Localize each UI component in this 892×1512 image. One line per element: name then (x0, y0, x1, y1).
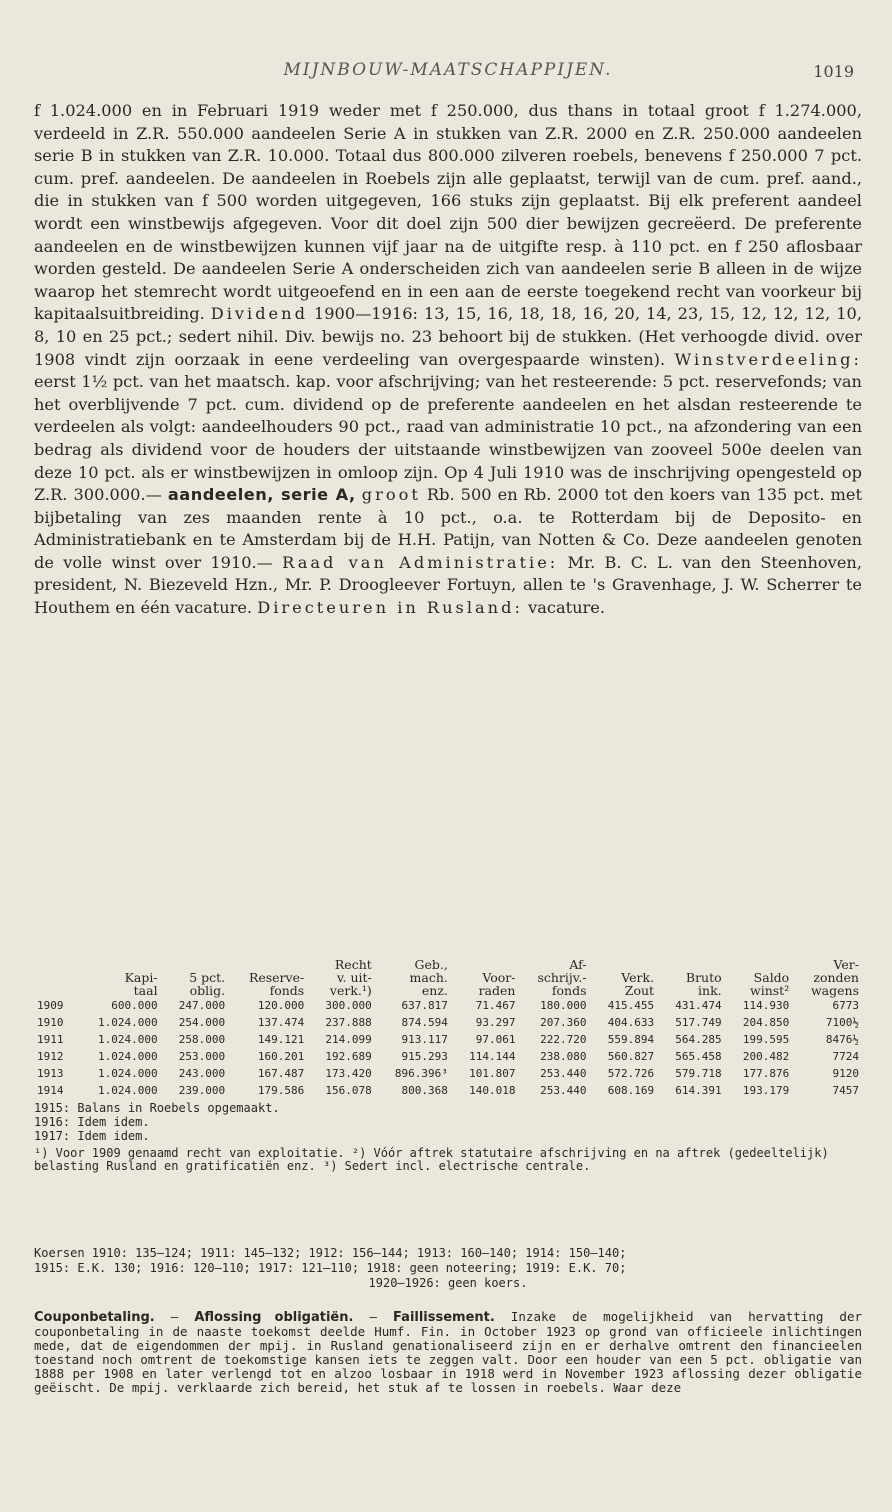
table-cell: 1914 (37, 1084, 64, 1097)
table-cell: 207.360 (540, 1016, 587, 1029)
table-cell: 160.201 (257, 1050, 305, 1063)
aflossing-heading: Aflossing obligatiën. (194, 1310, 354, 1325)
dividend-text: 1900—1916: 13, 15, 16, 18, 18, 16, 20, 14, 23, 15, 12, 12, 12, 10, 8, 10 en 25 pct.; sedert nihil. Div. bewijs no. 23 behoort bij de stukken. (Het verhoogde divid. over 1908 vindt zijn oorzaak in eene verdeeling van overgespaarde winsten). (34, 304, 862, 369)
table-cell: 137.474 (257, 1016, 305, 1029)
table-row (34, 1031, 862, 1048)
table-cell: 1912 (37, 1050, 64, 1063)
table-footnotes: ¹) Voor 1909 genaamd recht van exploitatie. ²) Vóór aftrek statutaire afschrijving en na aftrek (gedeeltelijk) belasting Rusland en gratificatiën enz. ³) Sedert incl. electrische centrale. (34, 1146, 829, 1173)
table-cell: 156.078 (325, 1084, 372, 1097)
table-cell: 179.586 (257, 1084, 305, 1097)
table-cell: 874.594 (401, 1016, 448, 1029)
table-cell: 564.285 (675, 1033, 722, 1046)
table-cell: 192.689 (325, 1050, 372, 1063)
table-cell: 1.024.000 (97, 1016, 158, 1029)
table-cell: 253.440 (540, 1084, 587, 1097)
column-header: Af- schrijv.- fonds (537, 957, 587, 998)
table-row (34, 1082, 862, 1099)
raad-text: Mr. B. C. L. van den Steenhoven, president, N. Biezeveld Hzn., Mr. P. Droogleever Fortuyn, allen te 's Gravenhage, J. W. Scherrer te Houthem en één vacature. (34, 552, 862, 618)
table-cell: 204.850 (742, 1016, 790, 1029)
table-cell: 1.024.000 (97, 1050, 158, 1063)
table-cell: 258.000 (178, 1033, 226, 1046)
table-body (34, 997, 862, 1099)
table-cell: 1909 (37, 999, 64, 1012)
page-number: 1019 (813, 62, 854, 81)
table-row (34, 1014, 862, 1031)
directeuren-text: vacature. (528, 598, 606, 618)
table-cell: 800.368 (401, 1084, 448, 1097)
table-cell: 560.827 (607, 1050, 655, 1063)
koersen-section (34, 1246, 862, 1291)
column-header (34, 958, 76, 997)
raad-heading: Raad van Administratie: (282, 552, 559, 572)
aandeelen-serie-a-heading: aandeelen, serie A, (167, 485, 356, 505)
table-cell: 431.474 (675, 999, 722, 1012)
table-cell: 517.749 (675, 1016, 722, 1029)
table-cell: 254.000 (178, 1016, 226, 1029)
couponbetaling-heading: Couponbetaling. (34, 1310, 155, 1325)
note-1915: 1915: Balans in Roebels opgemaakt. (34, 1101, 280, 1115)
table-cell: 237.888 (325, 1016, 372, 1029)
table-cell: 114.930 (742, 999, 790, 1012)
table-cell: 1913 (37, 1067, 64, 1080)
running-title: MIJNBOUW-MAATSCHAPPIJEN. (283, 60, 613, 80)
table-cell: 415.455 (607, 999, 655, 1012)
note-1916: 1916: Idem idem. (34, 1115, 150, 1129)
table-cell: 253.440 (540, 1067, 587, 1080)
column-header: Voor- raden (478, 970, 516, 998)
capital-text: f 1.024.000 en in Februari 1919 weder met f 250.000, dus thans in totaal groot f 1.274.000, verdeeld in Z.R. 550.000 aandeelen Serie A in stukken van Z.R. 2000 en Z.R. 250.000 aandeelen serie B in stukken van Z.R. 10.000. Totaal dus 800.000 zilveren roebels, benevens f 250.000 7 pct. cum. pref. aandeelen. De aandeelen in Roebels zijn alle geplaatst, terwijl van de cum. pref. aand., die in stukken van f 500 worden uitgegeven, 166 stuks zijn geplaatst. Bij elk preferent aandeel wordt een winstbewijs afgegeven. Voor dit doel zijn 500 dier bewijzen gecreëerd. De preferente aandeelen en de winstbewijzen kunnen vijf jaar na de uitgifte resp. à 110 pct. en f 250 aflosbaar worden gesteld. De aandeelen Serie A onderscheiden zich van aandeelen serie B alleen in de wijze waarop het stemrecht wordt uitgeoefend en in een aan de eerste toegekend recht van voorkeur bij kapitaalsuitbreiding. (34, 101, 862, 324)
table-cell: 199.595 (742, 1033, 790, 1046)
column-header: Geb., mach. enz. (409, 957, 448, 998)
table-cell: 222.720 (540, 1033, 587, 1046)
table-cell: 559.894 (607, 1033, 655, 1046)
table-cell: 6773 (832, 999, 859, 1012)
table-cell: 180.000 (540, 999, 587, 1012)
table-cell: 896.396³ (394, 1067, 448, 1080)
page-header (34, 60, 862, 86)
table-cell: 239.000 (178, 1084, 226, 1097)
financial-table (34, 958, 862, 1099)
couponbetaling-text: Inzake de mogelijkheid van hervatting der couponbetaling in de naaste toekomst deelde Humf. Fin. in October 1923 op grond van officieele inlichtingen mede, dat de eigendommen der mpij. in Rusland genationaliseerd zijn en er derhalve omtrent den financieelen toestand noch omtrent de toekomstige kansen iets te zeggen valt. Door een houder van een 5 pct. obligatie van 1888 per 1908 en later verlengd tot en alzoo losbaar in 1918 werd in November 1923 aflossing dezer obligatie geëischt. De mpij. verklaarde zich bereid, het stuk af te lossen in roebels. Waar deze (34, 1309, 862, 1395)
table-cell: 101.807 (469, 1067, 516, 1080)
table-cell: 167.487 (257, 1067, 305, 1080)
table-cell: 1.024.000 (97, 1033, 158, 1046)
table-cell: 173.420 (325, 1067, 372, 1080)
table-cell: 915.293 (401, 1050, 448, 1063)
table-cell: 193.179 (742, 1084, 790, 1097)
table-cell: 600.000 (111, 999, 158, 1012)
table-cell: 7457 (832, 1084, 859, 1097)
table-cell: 572.726 (607, 1067, 655, 1080)
table-cell: 200.482 (742, 1050, 790, 1063)
table-cell: 1911 (37, 1033, 64, 1046)
table-cell: 243.000 (178, 1067, 226, 1080)
koersen-line-3: 1920—1926: geen koers. (368, 1276, 528, 1290)
table-cell: 140.018 (469, 1084, 516, 1097)
table-cell: 608.169 (607, 1084, 655, 1097)
table-cell: 7100½ (825, 1016, 859, 1029)
table-cell: 253.000 (178, 1050, 226, 1063)
financial-table-section (34, 958, 862, 1173)
table-row (34, 1065, 862, 1082)
table-cell: 913.117 (401, 1033, 448, 1046)
dividend-heading: Dividend (210, 304, 308, 324)
issue-text: Rb. 500 en Rb. 2000 tot den koers van 135 pct. met bijbetaling van zes maanden rente à 10 pct., o.a. te Rotterdam bij de Deposito- en Administratiebank en te Amsterdam bij de H.H. Patijn, van Notten & Co. Deze aandeelen genoten de volle winst over 1910.— (34, 485, 862, 572)
note-1917: 1917: Idem idem. (34, 1129, 150, 1143)
table-cell: 120.000 (257, 999, 305, 1012)
winstverdeeling-heading: Winstverdeeling: (674, 349, 862, 369)
faillissement-heading: Faillissement. (393, 1310, 495, 1325)
column-header: Ver- zonden wagens (810, 957, 859, 998)
column-header: Reserve- fonds (248, 970, 305, 998)
table-row (34, 997, 862, 1014)
table-cell: 565.458 (675, 1050, 722, 1063)
table-cell: 1.024.000 (97, 1067, 158, 1080)
table-cell: 1.024.000 (97, 1084, 158, 1097)
table-row (34, 1048, 862, 1065)
winstverdeeling-text: eerst 1½ pct. van het maatsch. kap. voor afschrijving; van het resteerende: 5 pct. reservefonds; van het overblijvende 7 pct. cum. dividend op de preferente aandeelen en het alsdan resteerende te verdeelen als volgt: aandeelhouders 90 pct., raad van administratie 10 pct., na afzondering van een bedrag als dividend voor de houders der uitstaande winstbewijzen van zooveel 500e deelen van deze 10 pct. als er winstbewijzen in omloop zijn. Op 4 Juli 1910 was de inschrijving opengesteld op Z.R. 300.000.— (34, 372, 862, 505)
table-cell: 8476½ (825, 1033, 859, 1046)
table-cell: 238.080 (540, 1050, 587, 1063)
body-paragraph (34, 100, 862, 620)
column-header: Recht v. uit- verk.¹) (329, 957, 372, 998)
table-cell: 93.297 (475, 1016, 516, 1029)
table-cell: 97.061 (475, 1033, 516, 1046)
table-cell: 9120 (832, 1067, 859, 1080)
main-text (34, 100, 862, 620)
koersen-line-2: 1915: E.K. 130; 1916: 120—110; 1917: 121—110; 1918: geen noteering; 1919: E.K. 70; (34, 1261, 627, 1275)
table-cell: 71.467 (475, 999, 516, 1012)
table-header-row (34, 958, 862, 997)
column-header: Verk. Zout (621, 970, 655, 998)
table-cell: 404.633 (607, 1016, 655, 1029)
directeuren-heading: Directeuren in Rusland: (257, 598, 523, 618)
column-header: 5 pct. oblig. (189, 970, 226, 998)
table-cell: 177.876 (742, 1067, 790, 1080)
table-cell: 149.121 (257, 1033, 305, 1046)
groot-label: groot (361, 485, 421, 505)
couponbetaling-section: Couponbetaling. — Aflossing obligatiën. — Faillissement. Inzake de mogelijkheid van hervatting der couponbetaling in de naaste toekomst deelde Humf. Fin. in October 1923 op grond van officieele inlichtingen mede, dat de eigendommen der mpij. in Rusland genationaliseerd zijn en er derhalve omtrent den financieelen toestand noch omtrent de toekomstige kansen iets te zeggen valt. Door een houder van een 5 pct. obligatie van 1888 per 1908 en later verlengd tot en alzoo losbaar in 1918 werd in November 1923 aflossing dezer obligatie geëischt. De mpij. verklaarde zich bereid, het stuk af te lossen in roebels. Waar deze (34, 1309, 862, 1395)
koersen-line-1: Koersen 1910: 135—124; 1911: 145—132; 1912: 156—144; 1913: 160—140; 1914: 150—140; (34, 1246, 627, 1260)
table-cell: 637.817 (401, 999, 448, 1012)
column-header: Kapi- taal (124, 970, 158, 998)
table-cell: 1910 (37, 1016, 64, 1029)
table-cell: 114.144 (469, 1050, 516, 1063)
table-cell: 579.718 (675, 1067, 722, 1080)
column-header: Bruto ink. (685, 970, 722, 998)
table-cell: 7724 (832, 1050, 859, 1063)
table-cell: 247.000 (178, 999, 226, 1012)
table-cell: 614.391 (675, 1084, 722, 1097)
column-header: Saldo winst² (750, 970, 790, 998)
table-cell: 214.099 (325, 1033, 372, 1046)
table-cell: 300.000 (325, 999, 372, 1012)
table-notes (34, 1101, 862, 1143)
